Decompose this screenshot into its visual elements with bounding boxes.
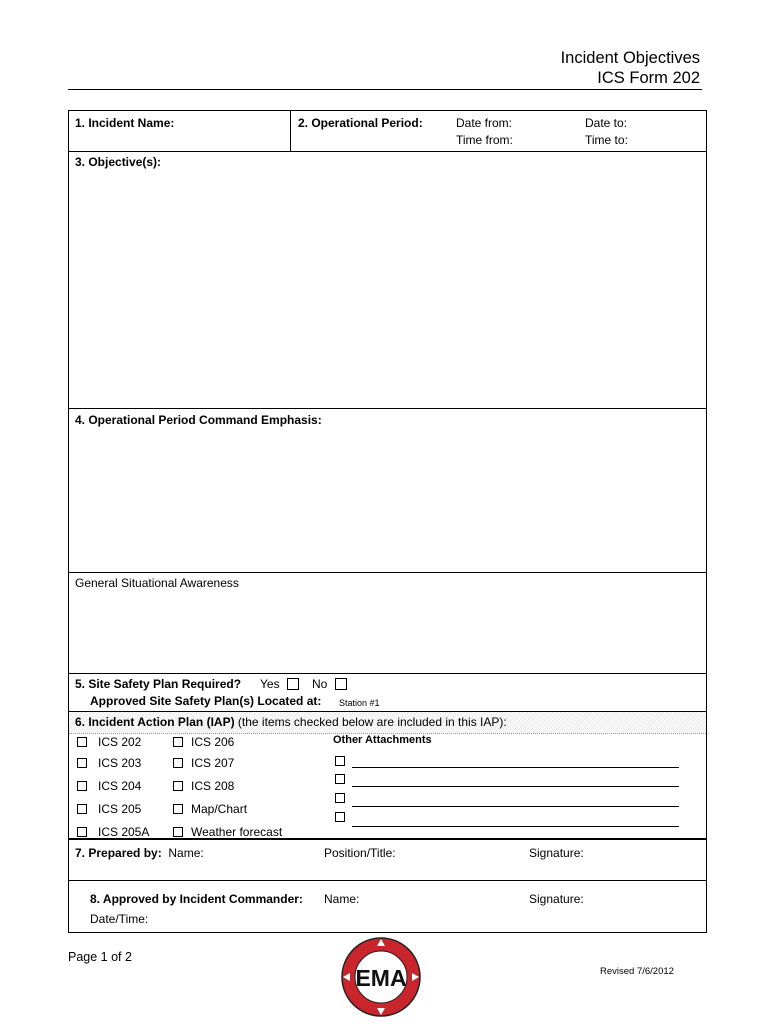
operational-period-label: 2. Operational Period: — [298, 116, 423, 130]
iap-item-ics-202: ICS 202 — [98, 735, 142, 749]
page-number: Page 1 of 2 — [68, 950, 132, 964]
other-attachment-line-2[interactable] — [352, 786, 679, 787]
prepared-by: 7. Prepared by: Name: — [75, 846, 204, 860]
iap-item-ics-205: ICS 205 — [98, 802, 142, 816]
other-attachment-checkbox-4[interactable] — [335, 812, 345, 822]
form-number: ICS Form 202 — [597, 69, 700, 87]
iap-item-weather-forecast: Weather forecast — [191, 825, 283, 839]
iap-checkbox-ics-205a[interactable] — [77, 827, 87, 837]
iap-checkbox-ics-205[interactable] — [77, 804, 87, 814]
other-attachment-line-3[interactable] — [352, 806, 679, 807]
approved-by-label: 8. Approved by Incident Commander: — [90, 892, 303, 906]
situational-awareness-label: General Situational Awareness — [75, 576, 239, 590]
form-body — [68, 110, 707, 933]
date-to-label: Date to: — [585, 116, 628, 130]
iap-item-ics-204: ICS 204 — [98, 779, 142, 793]
site-safety-located-value: Station #1 — [339, 698, 380, 708]
iap-checkbox-ics-208[interactable] — [173, 781, 183, 791]
header-rule — [68, 89, 702, 90]
other-attachments-label: Other Attachments — [333, 734, 432, 746]
approved-name-label: Name: — [324, 892, 360, 906]
iap-checkbox-map-chart[interactable] — [173, 804, 183, 814]
site-safety-label: 5. Site Safety Plan Required? — [75, 677, 242, 691]
iap-checkbox-weather-forecast[interactable] — [173, 827, 183, 837]
date-from-label: Date from: — [456, 116, 513, 130]
logo-text: EMA — [355, 965, 407, 991]
other-attachment-checkbox-2[interactable] — [335, 774, 345, 784]
row-divider — [69, 838, 706, 840]
approved-datetime-label: Date/Time: — [90, 912, 149, 926]
iap-checkbox-ics-207[interactable] — [173, 758, 183, 768]
row-divider — [69, 151, 706, 152]
site-safety-yes-label: Yes — [260, 677, 280, 691]
prepared-position-label: Position/Title: — [324, 846, 396, 860]
iap-item-ics-207: ICS 207 — [191, 756, 235, 770]
command-emphasis-label: 4. Operational Period Command Emphasis: — [75, 413, 322, 427]
iap-checkbox-ics-203[interactable] — [77, 758, 87, 768]
prepared-signature-label: Signature: — [529, 846, 584, 860]
iap-item-ics-208: ICS 208 — [191, 779, 235, 793]
form-title: Incident Objectives — [560, 49, 700, 67]
iap-checkbox-ics-204[interactable] — [77, 781, 87, 791]
other-attachment-line-1[interactable] — [352, 767, 679, 768]
other-attachment-checkbox-1[interactable] — [335, 756, 345, 766]
row-divider — [69, 572, 706, 573]
site-safety-yes-checkbox[interactable] — [287, 678, 299, 690]
objectives-label: 3. Objective(s): — [75, 155, 162, 169]
row1-divider — [290, 111, 291, 152]
row-divider — [69, 408, 706, 409]
iap-checkbox-ics-206[interactable] — [173, 737, 183, 747]
other-attachment-checkbox-3[interactable] — [335, 793, 345, 803]
row-divider — [69, 880, 706, 881]
iap-item-map-chart: Map/Chart — [191, 802, 248, 816]
iap-label: 6. Incident Action Plan (IAP) (the items checked below are included in this IAP): — [75, 715, 507, 729]
row-divider — [69, 673, 706, 674]
site-safety-no-checkbox[interactable] — [335, 678, 347, 690]
approved-signature-label: Signature: — [529, 892, 584, 906]
site-safety-no-label: No — [312, 677, 328, 691]
site-safety-located-label: Approved Site Safety Plan(s) Located at: — [90, 694, 322, 708]
time-to-label: Time to: — [585, 133, 628, 147]
time-from-label: Time from: — [456, 133, 513, 147]
incident-name-label: 1. Incident Name: — [75, 116, 175, 130]
iap-checkbox-ics-202[interactable] — [77, 737, 87, 747]
iap-item-ics-205a: ICS 205A — [98, 825, 150, 839]
iap-item-ics-203: ICS 203 — [98, 756, 142, 770]
revision-date: Revised 7/6/2012 — [600, 966, 674, 977]
other-attachment-line-4[interactable] — [352, 826, 679, 827]
iap-item-ics-206: ICS 206 — [191, 735, 235, 749]
ema-logo-icon — [340, 936, 422, 1018]
